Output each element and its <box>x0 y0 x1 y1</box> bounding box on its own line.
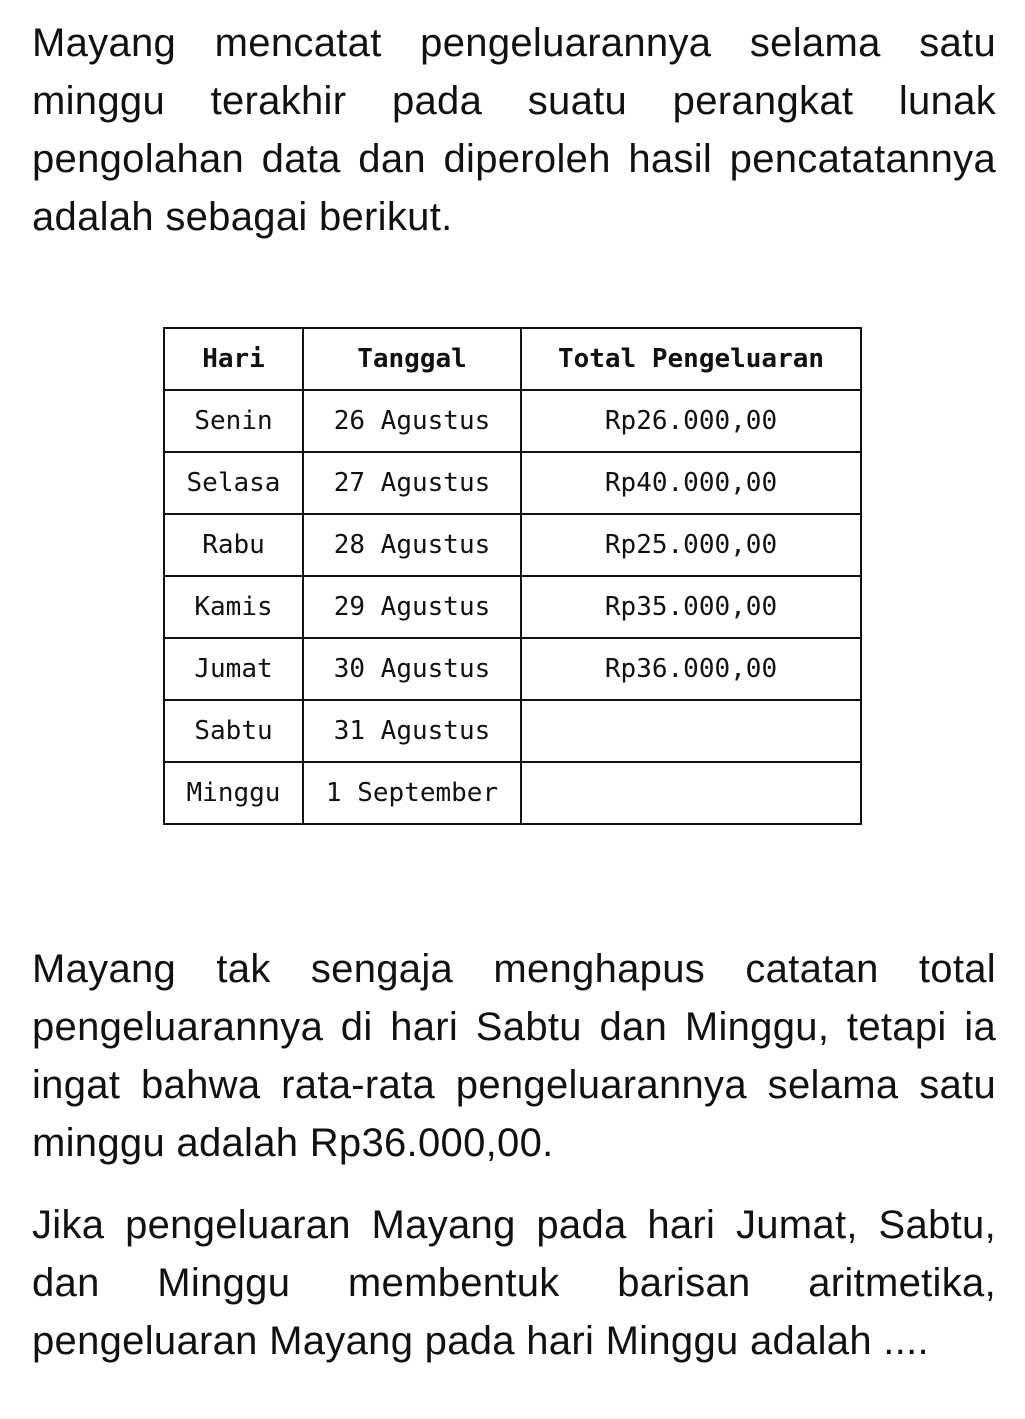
header-total-pengeluaran: Total Pengeluaran <box>521 328 861 390</box>
table-row <box>164 514 861 576</box>
cell-tanggal: 1 September <box>303 762 521 824</box>
cell-tanggal: 26 Agustus <box>303 390 521 452</box>
cell-tanggal: 30 Agustus <box>303 638 521 700</box>
cell-tanggal: 28 Agustus <box>303 514 521 576</box>
cell-tanggal: 31 Agustus <box>303 700 521 762</box>
table-row <box>164 452 861 514</box>
expense-table-container <box>163 327 862 825</box>
cell-total: Rp26.000,00 <box>521 390 861 452</box>
cell-total: Rp40.000,00 <box>521 452 861 514</box>
table-row <box>164 390 861 452</box>
cell-hari: Minggu <box>164 762 303 824</box>
intro-paragraph: Mayang mencatat pengeluarannya selama satu minggu terakhir pada suatu perangkat lunak pengolahan data dan diperoleh hasil pencatatannya adalah sebagai berikut. <box>32 21 996 239</box>
question-paragraph: Jika pengeluaran Mayang pada hari Jumat, Sabtu, dan Minggu membentuk barisan aritmetika, pengeluaran Mayang pada hari Minggu adalah .... <box>32 1203 996 1363</box>
cell-hari: Senin <box>164 390 303 452</box>
context-paragraph: Mayang tak sengaja menghapus catatan total pengeluarannya di hari Sabtu dan Minggu, tetapi ia ingat bahwa rata-rata pengeluarannya selama satu minggu adalah Rp36.000,00. <box>32 947 996 1165</box>
cell-hari: Jumat <box>164 638 303 700</box>
table-row <box>164 762 861 824</box>
cell-total: Rp25.000,00 <box>521 514 861 576</box>
cell-total-empty <box>521 700 861 762</box>
cell-total: Rp35.000,00 <box>521 576 861 638</box>
cell-hari: Kamis <box>164 576 303 638</box>
table-row <box>164 576 861 638</box>
cell-tanggal: 27 Agustus <box>303 452 521 514</box>
cell-hari: Selasa <box>164 452 303 514</box>
cell-total: Rp36.000,00 <box>521 638 861 700</box>
cell-hari: Sabtu <box>164 700 303 762</box>
table-row <box>164 700 861 762</box>
cell-hari: Rabu <box>164 514 303 576</box>
cell-total-empty <box>521 762 861 824</box>
expense-table <box>163 327 862 825</box>
header-tanggal: Tanggal <box>303 328 521 390</box>
cell-tanggal: 29 Agustus <box>303 576 521 638</box>
table-header-row <box>164 328 861 390</box>
table-row <box>164 638 861 700</box>
header-hari: Hari <box>164 328 303 390</box>
